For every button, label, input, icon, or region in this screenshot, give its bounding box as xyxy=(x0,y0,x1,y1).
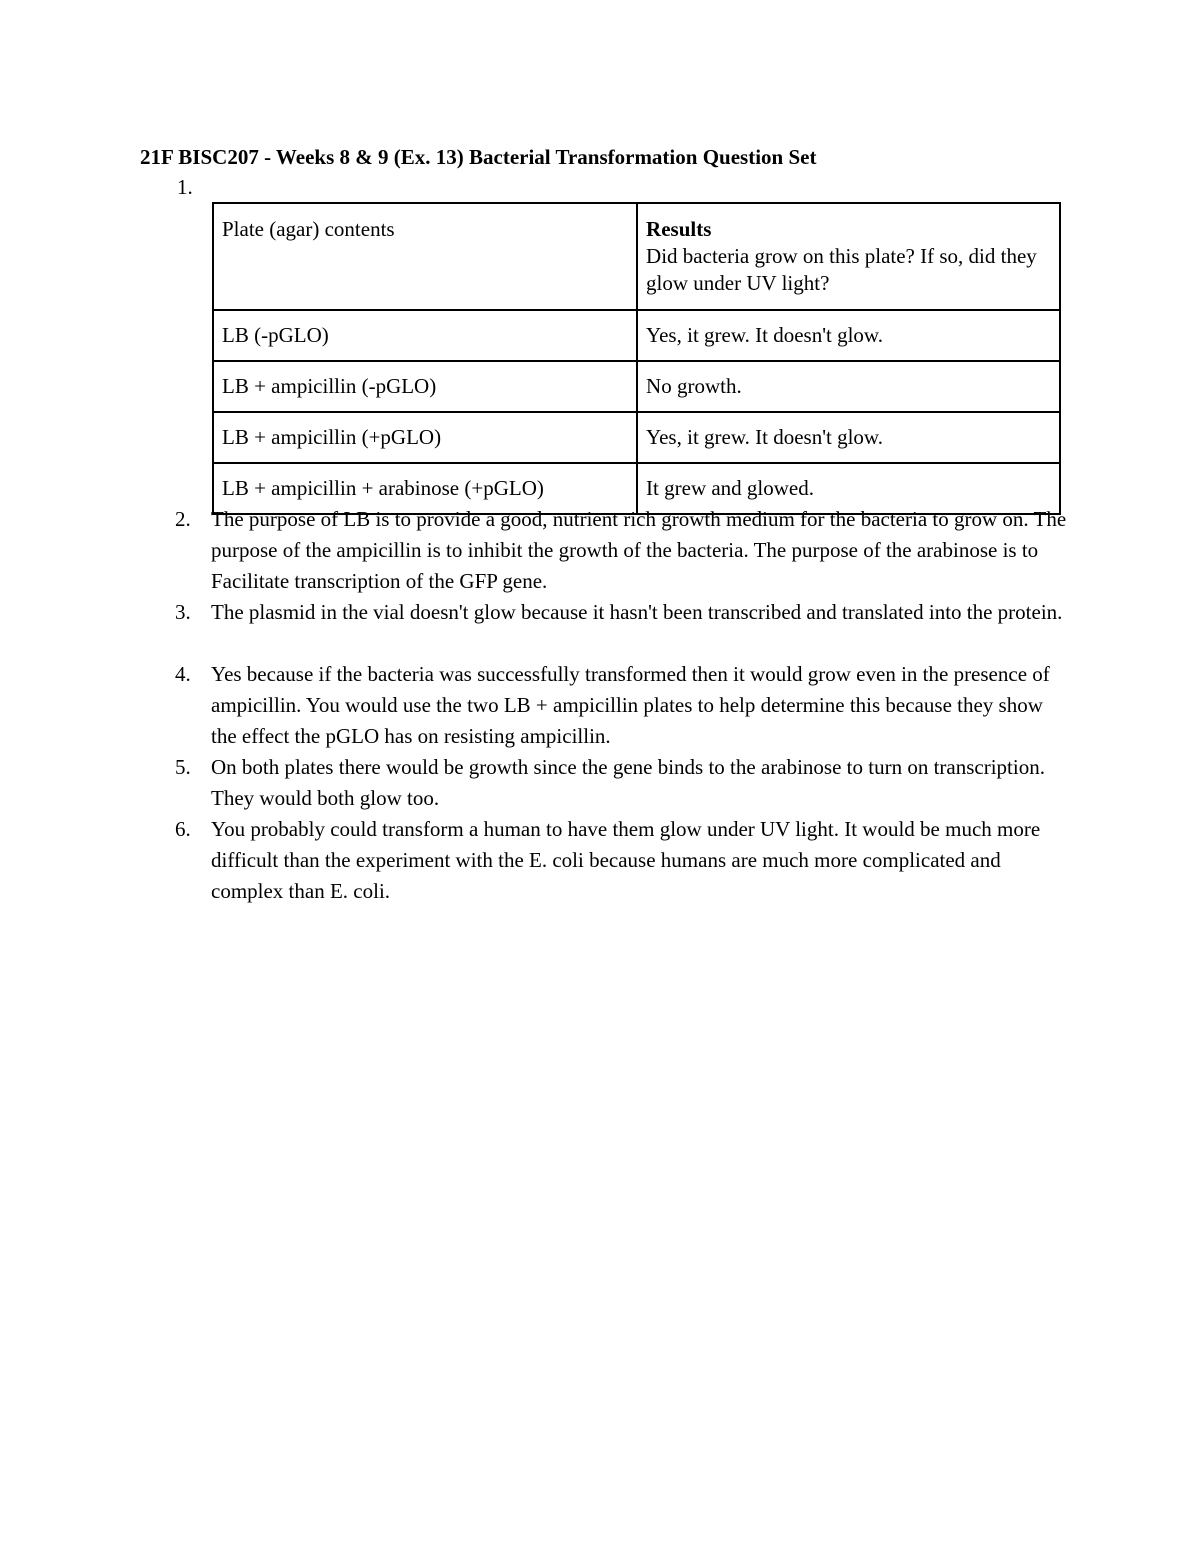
question-number-1: 1. xyxy=(177,175,193,199)
result-cell: Yes, it grew. It doesn't glow. xyxy=(637,412,1060,463)
answer-2: The purpose of LB is to provide a good, nutrient rich growth medium for the bacteria to grow on. The purpose of the ampicillin is to inhibit the growth of the bacteria. The purpose of the arabinose is to Facilitate transcription of the GFP gene. xyxy=(211,507,1067,593)
document-title: 21F BISC207 - Weeks 8 & 9 (Ex. 13) Bacterial Transformation Question Set xyxy=(140,145,817,169)
header-results-label: Results xyxy=(646,217,712,241)
plate-cell: LB + ampicillin (-pGLO) xyxy=(213,361,637,412)
question-number-6: 6. xyxy=(175,817,191,841)
question-number-5: 5. xyxy=(175,755,191,779)
answer-4: Yes because if the bacteria was successfully transformed then it would grow even in the presence of ampicillin. You would use the two LB + ampicillin plates to help determine this because they show the effect the pGLO has on resisting ampicillin. xyxy=(211,662,1050,748)
result-cell: Yes, it grew. It doesn't glow. xyxy=(637,310,1060,361)
table-row xyxy=(213,412,1060,463)
table-row xyxy=(213,361,1060,412)
table-header-plate-contents xyxy=(213,203,637,310)
table-header-results xyxy=(637,203,1060,310)
header-results-description: Did bacteria grow on this plate? If so, did they glow under UV light? xyxy=(646,244,1037,295)
answer-3: The plasmid in the vial doesn't glow because it hasn't been transcribed and translated into the protein. xyxy=(211,600,1063,624)
plate-cell: LB + ampicillin (+pGLO) xyxy=(213,412,637,463)
question-number-4: 4. xyxy=(175,662,191,686)
table-row xyxy=(213,310,1060,361)
plate-cell: LB (-pGLO) xyxy=(213,310,637,361)
table-header-row xyxy=(213,203,1060,310)
header-plate-contents-label: Plate (agar) contents xyxy=(222,217,395,241)
question-number-2: 2. xyxy=(175,507,191,531)
answer-6: You probably could transform a human to have them glow under UV light. It would be much more difficult than the experiment with the E. coli because humans are much more complicated and complex than E. coli. xyxy=(211,817,1041,903)
answer-5: On both plates there would be growth since the gene binds to the arabinose to turn on transcription. They would both glow too. xyxy=(211,755,1045,810)
results-table xyxy=(212,202,1061,515)
question-number-3: 3. xyxy=(175,600,191,624)
result-cell: No growth. xyxy=(637,361,1060,412)
plate-cell: LB + ampicillin + arabinose (+pGLO) xyxy=(213,463,637,514)
result-cell: It grew and glowed. xyxy=(637,463,1060,514)
